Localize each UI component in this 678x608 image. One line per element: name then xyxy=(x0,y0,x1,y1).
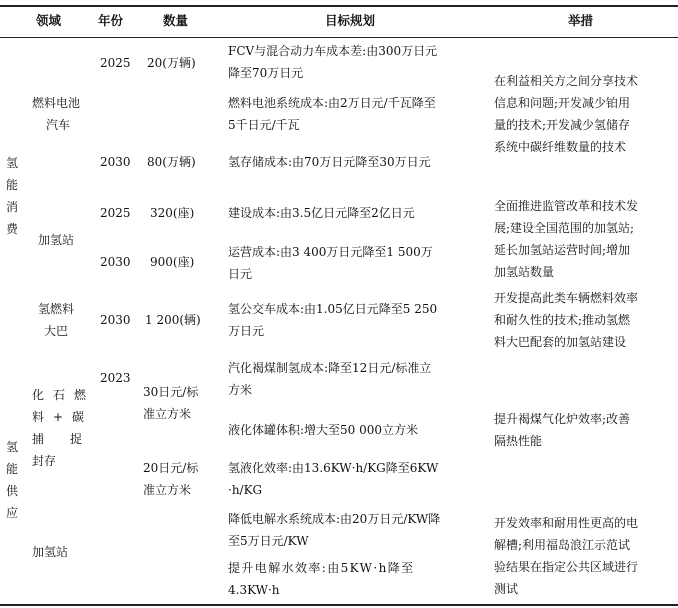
fcv-qty-2030: 80(万辆) xyxy=(147,155,196,169)
supply-label: 氢能供应 xyxy=(5,440,18,520)
ccs-name-2: 料+碳 xyxy=(32,410,94,424)
supply-station-target-electrolysis-cost-2: 至5万日元/KW xyxy=(228,534,309,548)
fcv-year-2030: 2030 xyxy=(100,155,131,169)
station-qty-2030: 900(座) xyxy=(150,255,195,269)
supply-station-measure-1: 开发效率和耐用性更高的电 xyxy=(494,516,639,530)
fcv-name-2: 汽车 xyxy=(46,118,71,132)
ccs-qty-20: 20日元/标 xyxy=(143,461,199,475)
ccs-name-3: 捕捉 xyxy=(32,432,109,446)
header-measures: 举措 xyxy=(568,13,594,28)
fcv-measure-4: 系统中碳纤维数量的技术 xyxy=(494,140,627,154)
bus-measure-1: 开发提高此类车辆燃料效率 xyxy=(494,291,639,305)
fcv-target-storage-cost: 氢存储成本:由70万日元降至30万日元 xyxy=(228,155,431,169)
station-target-operation-2: 日元 xyxy=(228,267,253,281)
fcv-measure-3: 量的技术;开发减少氢储存 xyxy=(494,118,631,132)
ccs-target-liquefaction-2: ·h/KG xyxy=(228,483,263,497)
ccs-target-tank: 液化体罐体积:增大至50 000立方米 xyxy=(228,423,419,437)
bus-target-cost-2: 万日元 xyxy=(228,324,265,338)
header-quantity: 数量 xyxy=(163,13,189,28)
bus-target-cost: 氢公交车成本:由1.05亿日元降至5 250 xyxy=(228,302,438,316)
ccs-measure-1: 提升褐煤气化炉效率;改善 xyxy=(494,412,631,426)
fcv-target-system-cost-2: 5千日元/千瓦 xyxy=(228,118,300,132)
station-target-operation: 运营成本:由3 400万日元降至1 500万 xyxy=(228,245,433,259)
ccs-qty-30-2: 准立方米 xyxy=(143,407,192,421)
bus-measure-3: 料大巴配套的加氢站建设 xyxy=(494,335,627,349)
station-measure-3: 延长加氢站运营时间;增加 xyxy=(494,243,631,257)
top-rule xyxy=(0,5,678,7)
bottom-rule xyxy=(0,604,678,606)
fcv-measure-1: 在利益相关方之间分享技术 xyxy=(494,74,639,88)
bus-measure-2: 和耐久性的技术;推动氢燃 xyxy=(494,313,631,327)
supply-station-target-efficiency-2: 4.3KW·h xyxy=(228,583,280,597)
fcv-qty-2025: 20(万辆) xyxy=(147,56,196,70)
station-measure-2: 展;建设全国范围的加氢站; xyxy=(494,221,635,235)
ccs-qty-30: 30日元/标 xyxy=(143,385,199,399)
fcv-target-cost-gap-2: 降至70万日元 xyxy=(228,66,304,80)
fcv-name: 燃料电池 xyxy=(32,96,81,110)
bus-name: 氢燃料 xyxy=(38,302,75,316)
supply-station-target-electrolysis-cost: 降低电解水系统成本:由20万日元/KW降 xyxy=(228,512,441,526)
ccs-name: 化石燃 xyxy=(32,388,96,402)
header-rule xyxy=(0,37,678,38)
ccs-target-liquefaction: 氢液化效率:由13.6KW·h/KG降至6KW xyxy=(228,461,439,475)
ccs-measure-2: 隔热性能 xyxy=(494,434,543,448)
bus-year-2030: 2030 xyxy=(100,313,131,327)
ccs-target-lignite-2: 方米 xyxy=(228,383,253,397)
header-year: 年份 xyxy=(98,13,124,28)
fcv-measure-2: 信息和问题;开发减少铂用 xyxy=(494,96,631,110)
ccs-qty-20-2: 准立方米 xyxy=(143,483,192,497)
header-domain: 领域 xyxy=(36,13,62,28)
station-year-2030: 2030 xyxy=(100,255,131,269)
supply-station-measure-4: 测试 xyxy=(494,582,519,596)
fcv-target-cost-gap: FCV与混合动力车成本差:由300万日元 xyxy=(228,44,438,58)
header-target: 目标规划 xyxy=(325,13,376,28)
station-measure-4: 加氢站数量 xyxy=(494,265,555,279)
station-target-construction: 建设成本:由3.5亿日元降至2亿日元 xyxy=(228,206,415,220)
ccs-target-lignite: 汽化褐煤制氢成本:降至12日元/标准立 xyxy=(228,361,432,375)
ccs-year-2023: 2023 xyxy=(100,371,131,385)
station-name: 加氢站 xyxy=(38,233,75,247)
ccs-name-4: 封存 xyxy=(32,454,57,468)
consumption-label: 氢能消费 xyxy=(5,156,18,236)
bus-name-2: 大巴 xyxy=(44,324,69,338)
station-qty-2025: 320(座) xyxy=(150,206,195,220)
fcv-target-system-cost: 燃料电池系统成本:由2万日元/千瓦降至 xyxy=(228,96,436,110)
supply-station-measure-2: 解槽;利用福岛浪江示范试 xyxy=(494,538,631,552)
fcv-year-2025: 2025 xyxy=(100,56,131,70)
supply-station-name: 加氢站 xyxy=(32,545,69,559)
station-measure-1: 全面推进监管改革和技术发 xyxy=(494,199,639,213)
bus-qty: 1 200(辆) xyxy=(145,313,201,327)
station-year-2025: 2025 xyxy=(100,206,131,220)
supply-station-measure-3: 验结果在指定公共区域进行 xyxy=(494,560,639,574)
supply-station-target-efficiency: 提升电解水效率:由5KW·h降至 xyxy=(228,561,415,575)
